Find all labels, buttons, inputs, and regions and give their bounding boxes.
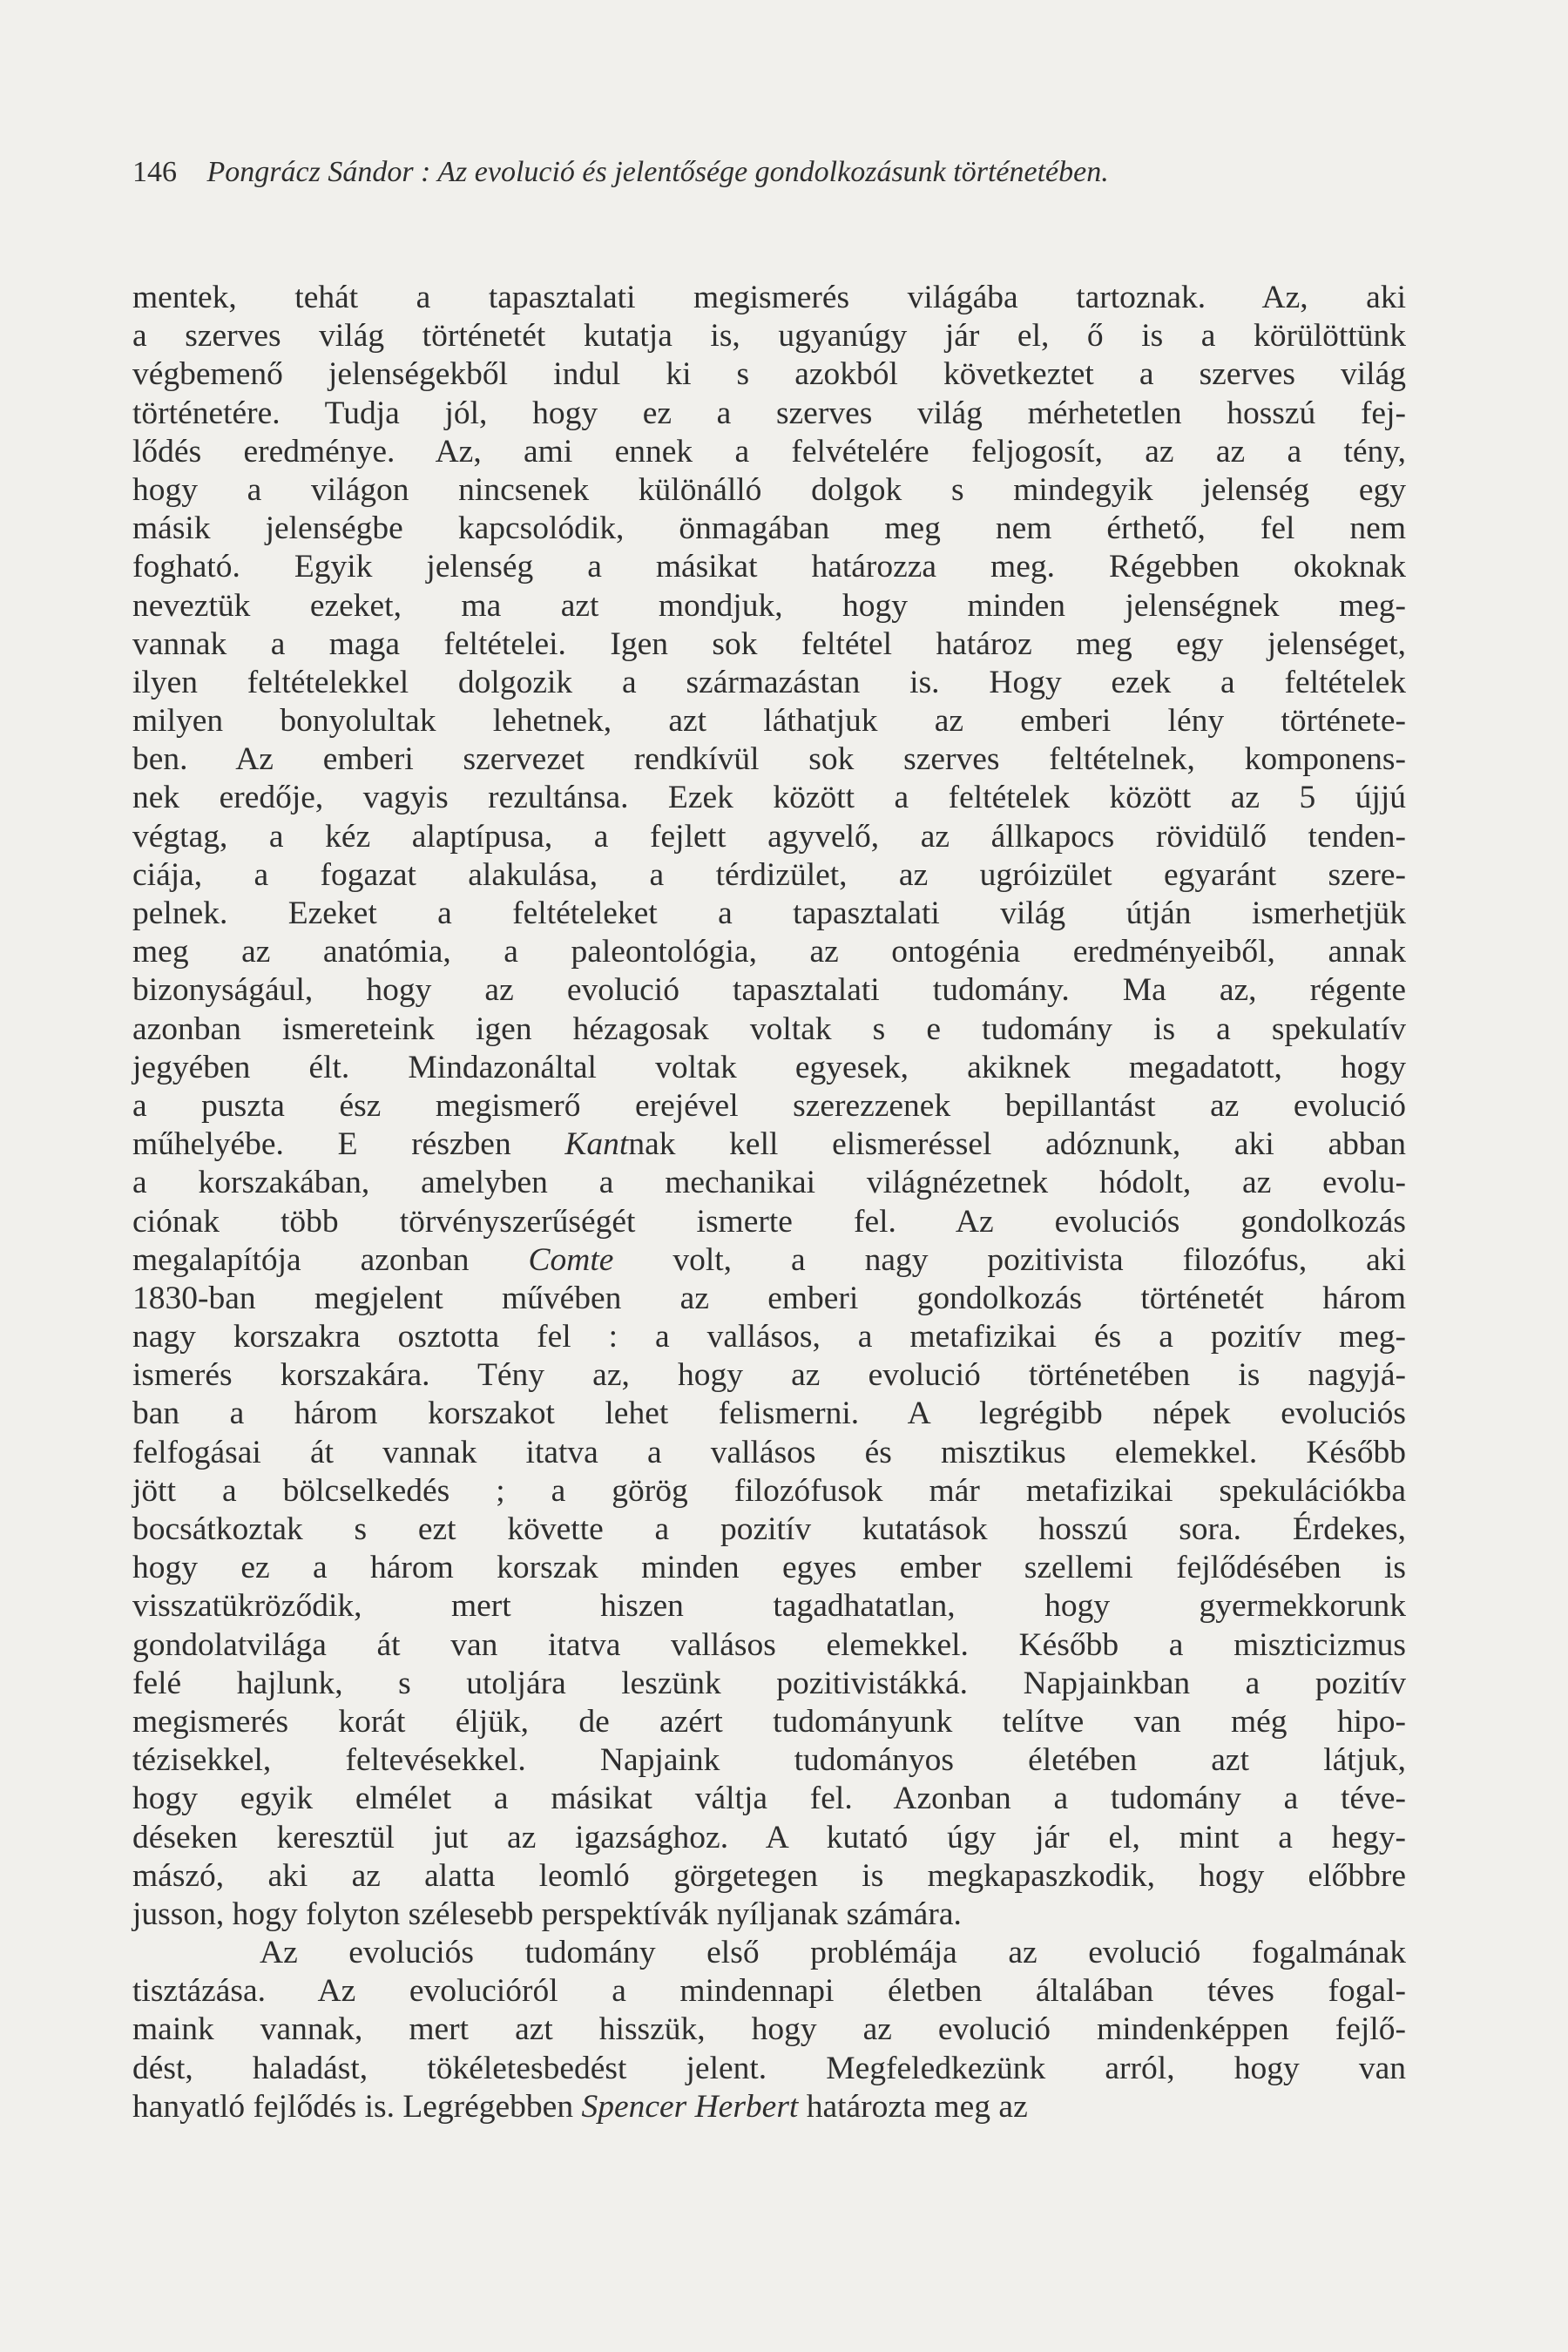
text-line: jegyében élt. Mindazonáltal voltak egyesek, akiknek megadatott, hogy [132,1049,1406,1085]
text-line: mászó, aki az alatta leomló görgetegen is megkapaszkodik, hogy előbbre [132,1857,1406,1894]
text-line: megismerés korát éljük, de azért tudományunk telítve van még hipo- [132,1703,1406,1740]
text-line: maink vannak, mert azt hisszük, hogy az evolució mindenképpen fejlő- [132,2011,1406,2048]
text-line: jött a bölcselkedés ; a görög filozófusok már metafizikai spekulációkba [132,1472,1406,1509]
text-line: meg az anatómia, a paleontológia, az ontogénia eredményeiből, annak [132,934,1406,970]
text-line: felé hajlunk, s utoljára leszünk pozitivistákká. Napjainkban a pozitív [132,1665,1406,1701]
text-line: a korszakában, amelyben a mechanikai világnézetnek hódolt, az evolu- [132,1165,1406,1201]
text-line: ben. Az emberi szervezet rendkívül sok szerves feltételnek, komponens- [132,741,1406,778]
text-line: másik jelenségbe kapcsolódik, önmagában meg nem érthető, fel nem [132,510,1406,547]
running-title: Pongrácz Sándor : Az evolució és jelentősége gondolkozásunk történetében. [206,156,1109,188]
text-line: déseken keresztül jut az igazsághoz. A kutató úgy jár el, mint a hegy- [132,1819,1406,1855]
text-line: neveztük ezeket, ma azt mondjuk, hogy minden jelenségnek meg- [132,587,1406,624]
text-line: ciónak több törvényszerűségét ismerte fel. Az evoluciós gondolkozás [132,1203,1406,1240]
text-line: a szerves világ történetét kutatja is, ugyanúgy jár el, ő is a körülöttünk [132,318,1406,355]
text-line: milyen bonyolultak lehetnek, azt láthatjuk az emberi lény története- [132,703,1406,740]
text-line: a puszta ész megismerő erejével szerezzenek bepillantást az evolució [132,1087,1406,1124]
text-line: visszatükröződik, mert hiszen tagadhatatlan, hogy gyermekkorunk [132,1588,1406,1625]
text-line: ismerés korszakára. Tény az, hogy az evolució történetében is nagyjá- [132,1357,1406,1394]
text-line: dést, haladást, tökéletesbedést jelent. Megfeledkezünk arról, hogy van [132,2050,1406,2086]
text-line: azonban ismereteink igen hézagosak voltak s e tudomány is a spekulatív [132,1010,1406,1047]
text-line: megalapítója azonban Comte volt, a nagy pozitivista filozófus, aki [132,1241,1406,1278]
text-line: hanyatló fejlődés is. Legrégebben Spencer Herbert határozta meg az [132,2088,1028,2125]
text-line: 1830-ban megjelent művében az emberi gondolkozás történetét három [132,1280,1406,1316]
text-line: pelnek. Ezeket a feltételeket a tapasztalati világ útján ismerhetjük [132,896,1406,931]
text-line: műhelyébe. E részben Kantnak kell elismeréssel adóznunk, aki abban [132,1126,1406,1163]
text-line: bocsátkoztak s ezt követte a pozitív kutatások hosszú sora. Érdekes, [132,1511,1406,1547]
text-line: mentek, tehát a tapasztalati megismerés világába tartoznak. Az, aki [132,280,1406,315]
text-line: tisztázása. Az evolucióról a mindennapi életben általában téves fogal- [132,1973,1406,2010]
text-line: felfogásai át vannak itatva a vallásos és misztikus elemekkel. Később [132,1434,1406,1470]
text-line: hogy egyik elmélet a másikat váltja fel. Azonban a tudomány a téve- [132,1781,1406,1817]
text-line: ciája, a fogazat alakulása, a térdizület, az ugróizület egyaránt szere- [132,856,1406,893]
text-line: Az evoluciós tudomány első problémája az evolució fogalmának [260,1935,1406,1971]
text-line: nagy korszakra osztotta fel : a vallásos, a metafizikai és a pozitív meg- [132,1319,1406,1355]
text-line: történetére. Tudja jól, hogy ez a szerves világ mérhetetlen hosszú fej- [132,395,1406,431]
text-line: végtag, a kéz alaptípusa, a fejlett agyvelő, az állkapocs rövidülő tenden- [132,818,1406,855]
body-text [132,279,1406,2126]
text-line: ban a három korszakot lehet felismerni. A legrégibb népek evoluciós [132,1396,1406,1432]
text-line: fogható. Egyik jelenség a másikat határozza meg. Régebben okoknak [132,549,1406,585]
text-line: tézisekkel, feltevésekkel. Napjaink tudományos életében azt látjuk, [132,1742,1406,1779]
text-line: gondolatvilága át van itatva vallásos elemekkel. Később a miszticizmus [132,1626,1406,1663]
text-line: hogy a világon nincsenek különálló dolgok s mindegyik jelenség egy [132,471,1406,508]
running-header [132,153,1422,192]
text-line: ilyen feltételekkel dolgozik a származástan is. Hogy ezek a feltételek [132,664,1406,700]
text-line: végbemenő jelenségekből indul ki s azokból következtet a szerves világ [132,356,1406,393]
text-line: vannak a maga feltételei. Igen sok feltétel határoz meg egy jelenséget, [132,625,1406,662]
text-line: nek eredője, vagyis rezultánsa. Ezek között a feltételek között az 5 újjú [132,780,1406,816]
text-line: bizonyságául, hogy az evolució tapasztalati tudomány. Ma az, régente [132,972,1406,1009]
text-line: jusson, hogy folyton szélesebb perspektívák nyíljanak számára. [132,1896,962,1932]
text-line: lődés eredménye. Az, ami ennek a felvételére feljogosít, az az a tény, [132,433,1406,470]
page-number: 146 [132,156,177,188]
text-line: hogy ez a három korszak minden egyes ember szellemi fejlődésében is [132,1550,1406,1586]
